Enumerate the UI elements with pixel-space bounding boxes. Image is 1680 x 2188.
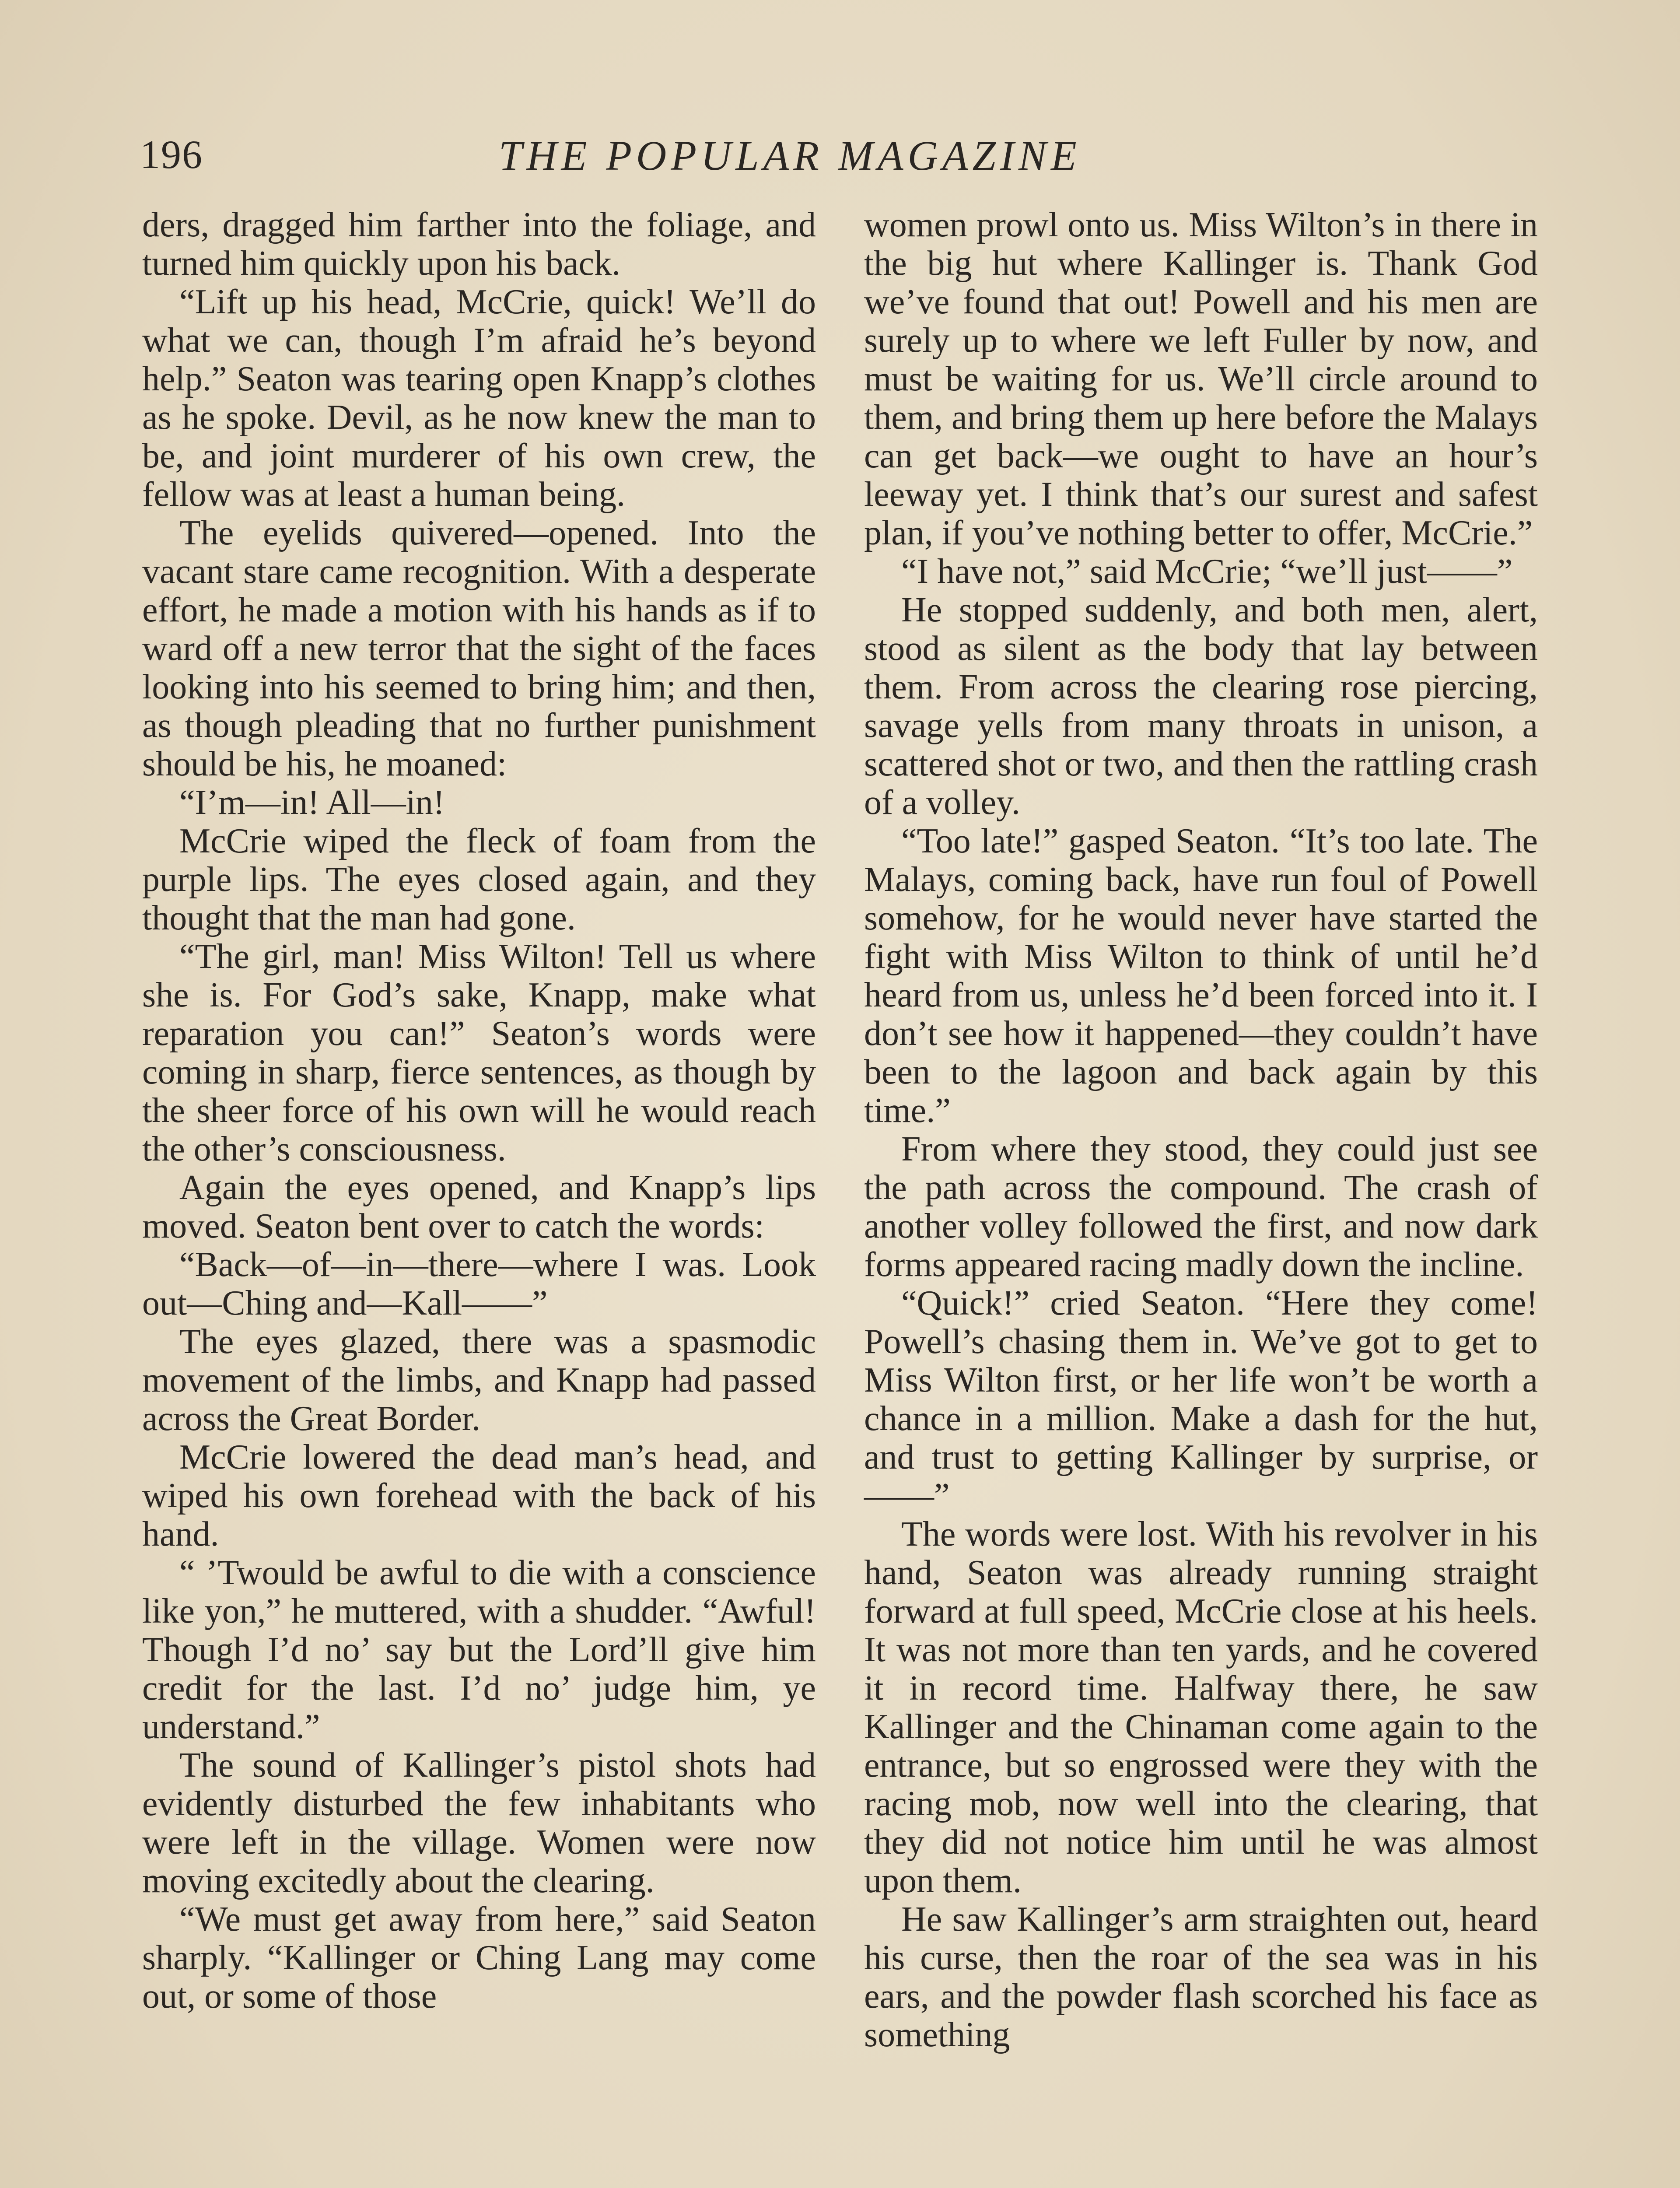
paragraph: “Lift up his head, McCrie, quick! We’ll do what we can, though I’m afraid he’s beyond help.” Seaton was tearing open Knapp’s clothes as he spoke. Devil, as he now knew the man to be, and joint murderer of his own crew, the fellow was at least a human being. xyxy=(142,283,816,514)
paragraph: The eyelids quivered—opened. Into the vacant stare came recognition. With a desperate effort, he made a motion with his hands as if to ward off a new terror that the sight of the faces looking into his seemed to bring him; and then, as though pleading that no further punishment should be his, he moaned: xyxy=(142,514,816,783)
paragraph: He stopped suddenly, and both men, alert, stood as silent as the body that lay between them. From across the clearing rose piercing, savage yells from many throats in unison, a scattered shot or two, and then the rattling crash of a volley. xyxy=(864,591,1538,822)
paragraph: “Too late!” gasped Seaton. “It’s too late. The Malays, coming back, have run foul of Powell somehow, for he would never have started the fight with Miss Wilton to think of until he’d heard from us, unless he’d been forced into it. I don’t see how it happened—they couldn’t have been to the lagoon and back again by this time.” xyxy=(864,822,1538,1130)
paragraph: “We must get away from here,” said Seaton sharply. “Kallinger or Ching Lang may come out, or some of those xyxy=(142,1900,816,2016)
paragraph: The sound of Kallinger’s pistol shots had evidently disturbed the few inhabitants who were left in the village. Women were now moving excitedly about the clearing. xyxy=(142,1746,816,1900)
paragraph: The words were lost. With his revolver in his hand, Seaton was already running straight forward at full speed, McCrie close at his heels. It was not more than ten yards, and he covered it in record time. Halfway there, he saw Kallinger and the Chinaman come again to the entrance, but so engrossed were they with the racing mob, now well into the clearing, that they did not notice him until he was almost upon them. xyxy=(864,1515,1538,1900)
page-number: 196 xyxy=(140,132,203,177)
paragraph: “I’m—in! All—in! xyxy=(179,783,445,822)
paragraph: He saw Kallinger’s arm straighten out, heard his curse, then the roar of the sea was in his ears, and the powder flash scorched his face as something xyxy=(864,1900,1538,2054)
paragraph: The eyes glazed, there was a spasmodic movement of the limbs, and Knapp had passed across the Great Border. xyxy=(142,1322,816,1438)
paragraph: “Quick!” cried Seaton. “Here they come! Powell’s chasing them in. We’ve got to get to Miss Wilton first, or her life won’t be worth a chance in a million. Make a dash for the hut, and trust to getting Kallinger by surprise, or——” xyxy=(864,1284,1538,1515)
paragraph: “I have not,” said McCrie; “we’ll just——” xyxy=(901,552,1513,591)
paragraph: ders, dragged him farther into the foliage, and turned him quickly upon his back. xyxy=(142,206,816,283)
paragraph: McCrie lowered the dead man’s head, and wiped his own forehead with the back of his hand. xyxy=(142,1438,816,1553)
paragraph: Again the eyes opened, and Knapp’s lips moved. Seaton bent over to catch the words: xyxy=(142,1168,816,1245)
paragraph: From where they stood, they could just see the path across the compound. The crash of another volley followed the first, and now dark forms appeared racing madly down the incline. xyxy=(864,1130,1538,1284)
right-column xyxy=(864,206,1538,2054)
paragraph: women prowl onto us. Miss Wilton’s in there in the big hut where Kallinger is. Thank God we’ve found that out! Powell and his men are surely up to where we left Fuller by now, and must be waiting for us. We’ll circle around to them, and bring them up here before the Malays can get back—we ought to have an hour’s leeway yet. I think that’s our surest and safest plan, if you’ve nothing better to offer, McCrie.” xyxy=(864,206,1538,552)
paragraph: “ ’Twould be awful to die with a conscience like yon,” he muttered, with a shudder. “Awful! Though I’d no’ say but the Lord’ll give him credit for the last. I’d no’ judge him, ye understand.” xyxy=(142,1553,816,1746)
left-column xyxy=(142,206,816,2016)
paragraph: “Back—of—in—there—where I was. Look out—Ching and—Kall——” xyxy=(142,1245,816,1322)
paragraph: “The girl, man! Miss Wilton! Tell us where she is. For God’s sake, Knapp, make what reparation you can!” Seaton’s words were coming in sharp, fierce sentences, as though by the sheer force of his own will he would reach the other’s consciousness. xyxy=(142,937,816,1168)
page-header xyxy=(140,131,1540,188)
running-title: THE POPULAR MAGAZINE xyxy=(499,132,1081,179)
paragraph: McCrie wiped the fleck of foam from the purple lips. The eyes closed again, and they thought that the man had gone. xyxy=(142,822,816,937)
